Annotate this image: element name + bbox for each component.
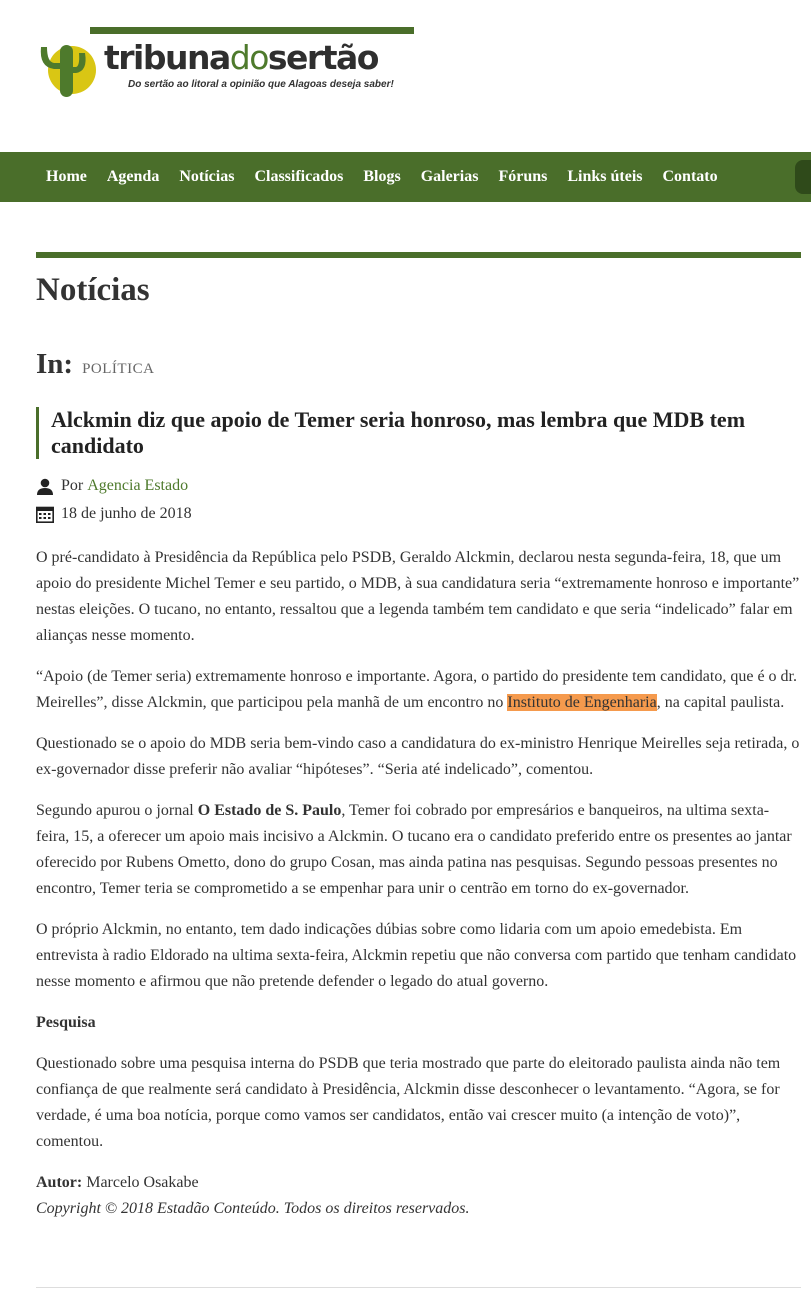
paragraph-2-text: “Apoio (de Temer seria) extremamente honroso e importante. Agora, o partido do presidente tem candidato, que é o dr. Meirelles”, disse Alckmin, que participou pela manhã de um encontro no [36,668,797,711]
in-label: In: [36,348,74,380]
article-author [36,1170,801,1196]
cactus-logo-icon [36,37,98,97]
paragraph-2 [36,664,801,716]
author-label: Autor: [36,1174,83,1191]
paragraph-4-text: Segundo apurou o jornal [36,802,198,819]
brand-name: tribunadosertão [104,38,378,77]
article-body [36,545,801,1222]
nav-foruns[interactable]: Fóruns [498,168,548,185]
by-label: Por [61,477,84,494]
bottom-divider [36,1287,801,1288]
logo-bar [90,27,414,34]
paragraph-5: O próprio Alckmin, no entanto, tem dado indicações dúbias sobre como lidaria com um apoio emedebista. Em entrevista à radio Eldorado na ultima sexta-feira, Alckmin repetiu que não conversa com partido que tenham candidato nesse momento e afirmou que não pretende defender o legado do atual governo. [36,921,797,990]
paragraph-1: O pré-candidato à Presidência da República pelo PSDB, Geraldo Alckmin, declarou nesta segunda-feira, 18, que um apoio do presidente Michel Temer e seu partido, o MDB, à sua candidatura seria “extremamente honroso e importante” nestas eleições. O tucano, no entanto, ressaltou que a legenda também tem candidato e que seria “indelicado” falar em alianças nesse momento. [36,549,800,644]
nav-home[interactable]: Home [46,168,87,185]
nav-links-uteis[interactable]: Links úteis [567,168,643,185]
category-link[interactable]: POLÍTICA [82,361,155,377]
paragraph-4 [36,798,801,902]
paragraph-3: Questionado se o apoio do MDB seria bem-vindo caso a candidatura do ex-ministro Henrique Meirelles seja retirada, o ex-governador disse preferir não avaliar “hipóteses”. “Seria até indelicado”, comentou. [36,735,800,778]
nav-noticias[interactable]: Notícias [179,168,235,185]
nav-galerias[interactable]: Galerias [420,168,479,185]
nav-contato[interactable]: Contato [662,168,718,185]
section-divider [36,252,801,258]
highlighted-text: Instituto de Engenharia [507,694,657,711]
paragraph-6: Questionado sobre uma pesquisa interna do PSDB que teria mostrado que parte do eleitorado paulista ainda não tem confiança de que realmente será candidato à Presidência, Alckmin disse desconhecer o levantamento. “Agora, se for verdade, é uma boa notícia, porque como vamos ser candidatos, então vai crescer muito (a intenção de voto)”, comentou. [36,1055,781,1150]
calendar-icon [36,506,54,523]
paragraph-4-tail: , Temer foi cobrado por empresários e banqueiros, na ultima sexta-feira, 15, a oferecer um apoio mais incisivo a Alckmin. O tucano era o candidato preferido entre os presentes ao jantar oferecido por Rubens Ometto, dono do grupo Cosan, mas ainda patina nas pesquisas. Segundo pessoas presentes no encontro, Temer teria se comprometido a se empenhar para unir o centrão em torno do ex-governador. [36,802,792,897]
main-nav [0,152,811,202]
paragraph-2-tail: , na capital paulista. [656,694,785,711]
nav-blogs[interactable]: Blogs [363,168,401,185]
copyright-notice: Copyright © 2018 Estadão Conteúdo. Todos os direitos reservados. [36,1200,470,1217]
brand-tagline: Do sertão ao litoral a opinião que Alagoas deseja saber! [128,79,394,90]
category-row [36,348,154,381]
subheading: Pesquisa [36,1014,96,1031]
article-author-row [36,477,188,495]
author-link[interactable]: Agencia Estado [87,477,189,494]
nav-search-toggle[interactable] [795,160,811,194]
newspaper-name: O Estado de S. Paulo [197,802,342,819]
article-date: 18 de junho de 2018 [61,505,192,522]
nav-agenda[interactable]: Agenda [106,168,160,185]
article-date-row [36,505,192,523]
user-icon [36,478,54,495]
author-name: Marcelo Osakabe [82,1174,199,1191]
page-title: Notícias [36,272,150,308]
nav-classificados[interactable]: Classificados [254,168,344,185]
site-logo[interactable] [36,27,416,97]
article-title: Alckmin diz que apoio de Temer seria honroso, mas lembra que MDB tem candidato [36,407,809,459]
